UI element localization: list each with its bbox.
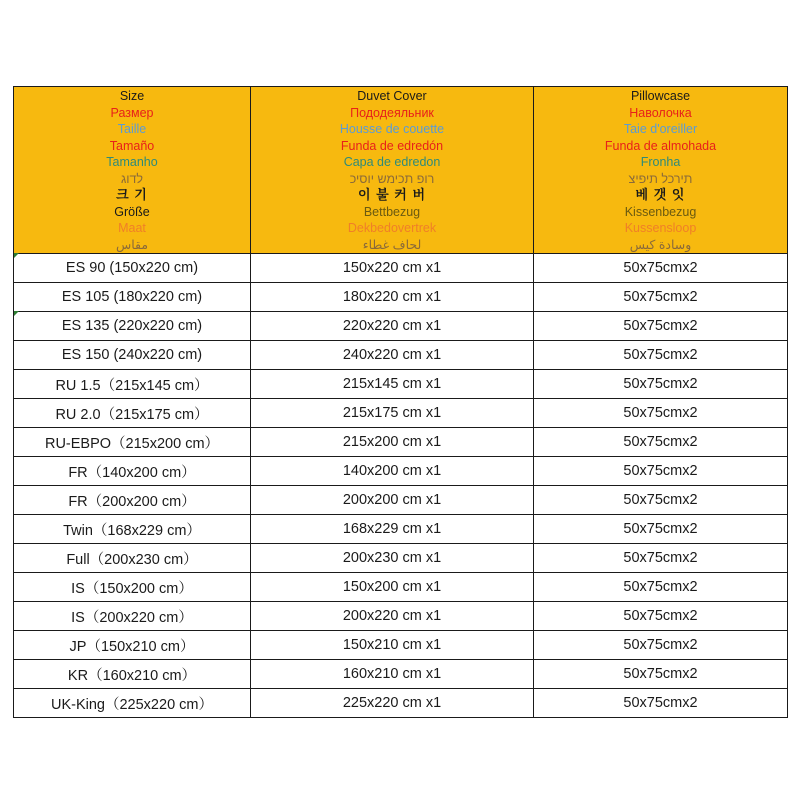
duvet-cover-cell: 200x200 cm x1 <box>251 486 534 515</box>
table-row <box>14 660 788 689</box>
header-label-line: لحاف غطاء <box>362 237 422 252</box>
header-label-line: Pillowcase <box>630 89 691 103</box>
header-label-line: Bettbezug <box>363 204 421 219</box>
table-row <box>14 602 788 631</box>
cell-corner-marker <box>14 311 19 316</box>
header-label-line: Dekbedovertrek <box>347 221 437 235</box>
duvet-cover-cell: 150x220 cm x1 <box>251 254 534 283</box>
size-cell: ES 105 (180x220 cm) <box>14 283 251 312</box>
table-row <box>14 312 788 341</box>
size-cell: UK-King（225x220 cm） <box>14 689 251 718</box>
pillowcase-cell: 50x75cmx2 <box>534 312 788 341</box>
duvet-cover-cell: 160x210 cm x1 <box>251 660 534 689</box>
size-cell: JP（150x210 cm） <box>14 631 251 660</box>
size-rows <box>14 254 788 718</box>
header-label-line: Наволочка <box>629 105 692 120</box>
header-label-line: Duvet Cover <box>357 89 427 103</box>
duvet-cover-cell: 150x210 cm x1 <box>251 631 534 660</box>
duvet-cover-cell: 200x230 cm x1 <box>251 544 534 573</box>
table-row <box>14 631 788 660</box>
header-label-line: مقاس <box>115 237 149 252</box>
header-label-line: Tamanho <box>106 155 158 169</box>
duvet-cover-cell: 215x200 cm x1 <box>251 428 534 457</box>
table-row <box>14 428 788 457</box>
pillowcase-cell: 50x75cmx2 <box>534 399 788 428</box>
header-label-line: 베 갯 잇 <box>635 187 686 202</box>
header-label-line: Funda de almohada <box>604 138 717 153</box>
duvet-cover-cell: 215x175 cm x1 <box>251 399 534 428</box>
pillowcase-cell: 50x75cmx2 <box>534 428 788 457</box>
size-cell: KR（160x210 cm） <box>14 660 251 689</box>
size-chart-table <box>13 86 788 718</box>
header-label-line: Capa de edredon <box>343 155 441 169</box>
header-label-line: 이 불 커 버 <box>357 187 427 202</box>
header-label-line: Kissenbezug <box>624 204 697 219</box>
size-cell: RU-EBPO（215x200 cm） <box>14 428 251 457</box>
header-label-line: Maat <box>118 221 146 235</box>
duvet-cover-cell: 180x220 cm x1 <box>251 283 534 312</box>
table-row <box>14 399 788 428</box>
header-label-line: Пододеяльник <box>350 105 434 120</box>
table-row <box>14 370 788 399</box>
duvet-cover-cell: 168x229 cm x1 <box>251 515 534 544</box>
size-cell: Full（200x230 cm） <box>14 544 251 573</box>
pillowcase-cell: 50x75cmx2 <box>534 602 788 631</box>
header-label-line: לדוג <box>120 171 144 186</box>
pillowcase-cell: 50x75cmx2 <box>534 254 788 283</box>
pillowcase-cell: 50x75cmx2 <box>534 341 788 370</box>
cell-corner-marker <box>14 253 19 258</box>
pillowcase-cell: 50x75cmx2 <box>534 573 788 602</box>
size-cell: FR（140x200 cm） <box>14 457 251 486</box>
pillowcase-cell: 50x75cmx2 <box>534 544 788 573</box>
header-label-line: Tamaño <box>109 138 155 153</box>
table-row <box>14 573 788 602</box>
header-label-line: תירכל תיפיצ <box>628 171 693 186</box>
duvet-cover-cell: 150x200 cm x1 <box>251 573 534 602</box>
header-label-line: Größe <box>114 204 150 219</box>
pillowcase-cell: 50x75cmx2 <box>534 631 788 660</box>
duvet-cover-cell: 140x200 cm x1 <box>251 457 534 486</box>
header-label-line: وسادة كيس <box>629 237 692 252</box>
header-label-line: Funda de edredón <box>340 138 444 153</box>
size-cell: Twin（168x229 cm） <box>14 515 251 544</box>
header-label-line: Kussensloop <box>624 221 697 235</box>
header-size <box>14 87 251 254</box>
header-label-line: Taie d'oreiller <box>623 122 698 136</box>
header-duvet-cover <box>251 87 534 254</box>
header-label-line: Fronha <box>640 155 681 169</box>
table-row <box>14 486 788 515</box>
header-label-line: 크 기 <box>116 187 148 202</box>
header-label-line: Taille <box>117 122 147 136</box>
table-row <box>14 254 788 283</box>
duvet-cover-cell: 240x220 cm x1 <box>251 341 534 370</box>
size-cell: FR（200x200 cm） <box>14 486 251 515</box>
header-label-line: רופ תכימש יוסיכ <box>349 171 435 186</box>
header-label-line: Размер <box>110 105 154 120</box>
table-row <box>14 544 788 573</box>
pillowcase-cell: 50x75cmx2 <box>534 283 788 312</box>
table-row <box>14 689 788 718</box>
size-cell: ES 90 (150x220 cm) <box>14 254 251 283</box>
pillowcase-cell: 50x75cmx2 <box>534 457 788 486</box>
header-row <box>14 87 788 254</box>
header-pillowcase <box>534 87 788 254</box>
pillowcase-cell: 50x75cmx2 <box>534 370 788 399</box>
header-label-line: Size <box>119 89 145 103</box>
size-cell: ES 135 (220x220 cm) <box>14 312 251 341</box>
pillowcase-cell: 50x75cmx2 <box>534 515 788 544</box>
size-cell: RU 1.5（215x145 cm） <box>14 370 251 399</box>
duvet-cover-cell: 225x220 cm x1 <box>251 689 534 718</box>
size-cell: RU 2.0（215x175 cm） <box>14 399 251 428</box>
header-label-line: Housse de couette <box>339 122 445 136</box>
size-cell: IS（200x220 cm） <box>14 602 251 631</box>
size-cell: ES 150 (240x220 cm) <box>14 341 251 370</box>
size-cell: IS（150x200 cm） <box>14 573 251 602</box>
table-row <box>14 457 788 486</box>
pillowcase-cell: 50x75cmx2 <box>534 660 788 689</box>
pillowcase-cell: 50x75cmx2 <box>534 689 788 718</box>
duvet-cover-cell: 200x220 cm x1 <box>251 602 534 631</box>
pillowcase-cell: 50x75cmx2 <box>534 486 788 515</box>
table-row <box>14 515 788 544</box>
duvet-cover-cell: 215x145 cm x1 <box>251 370 534 399</box>
table-row <box>14 283 788 312</box>
table-row <box>14 341 788 370</box>
duvet-cover-cell: 220x220 cm x1 <box>251 312 534 341</box>
